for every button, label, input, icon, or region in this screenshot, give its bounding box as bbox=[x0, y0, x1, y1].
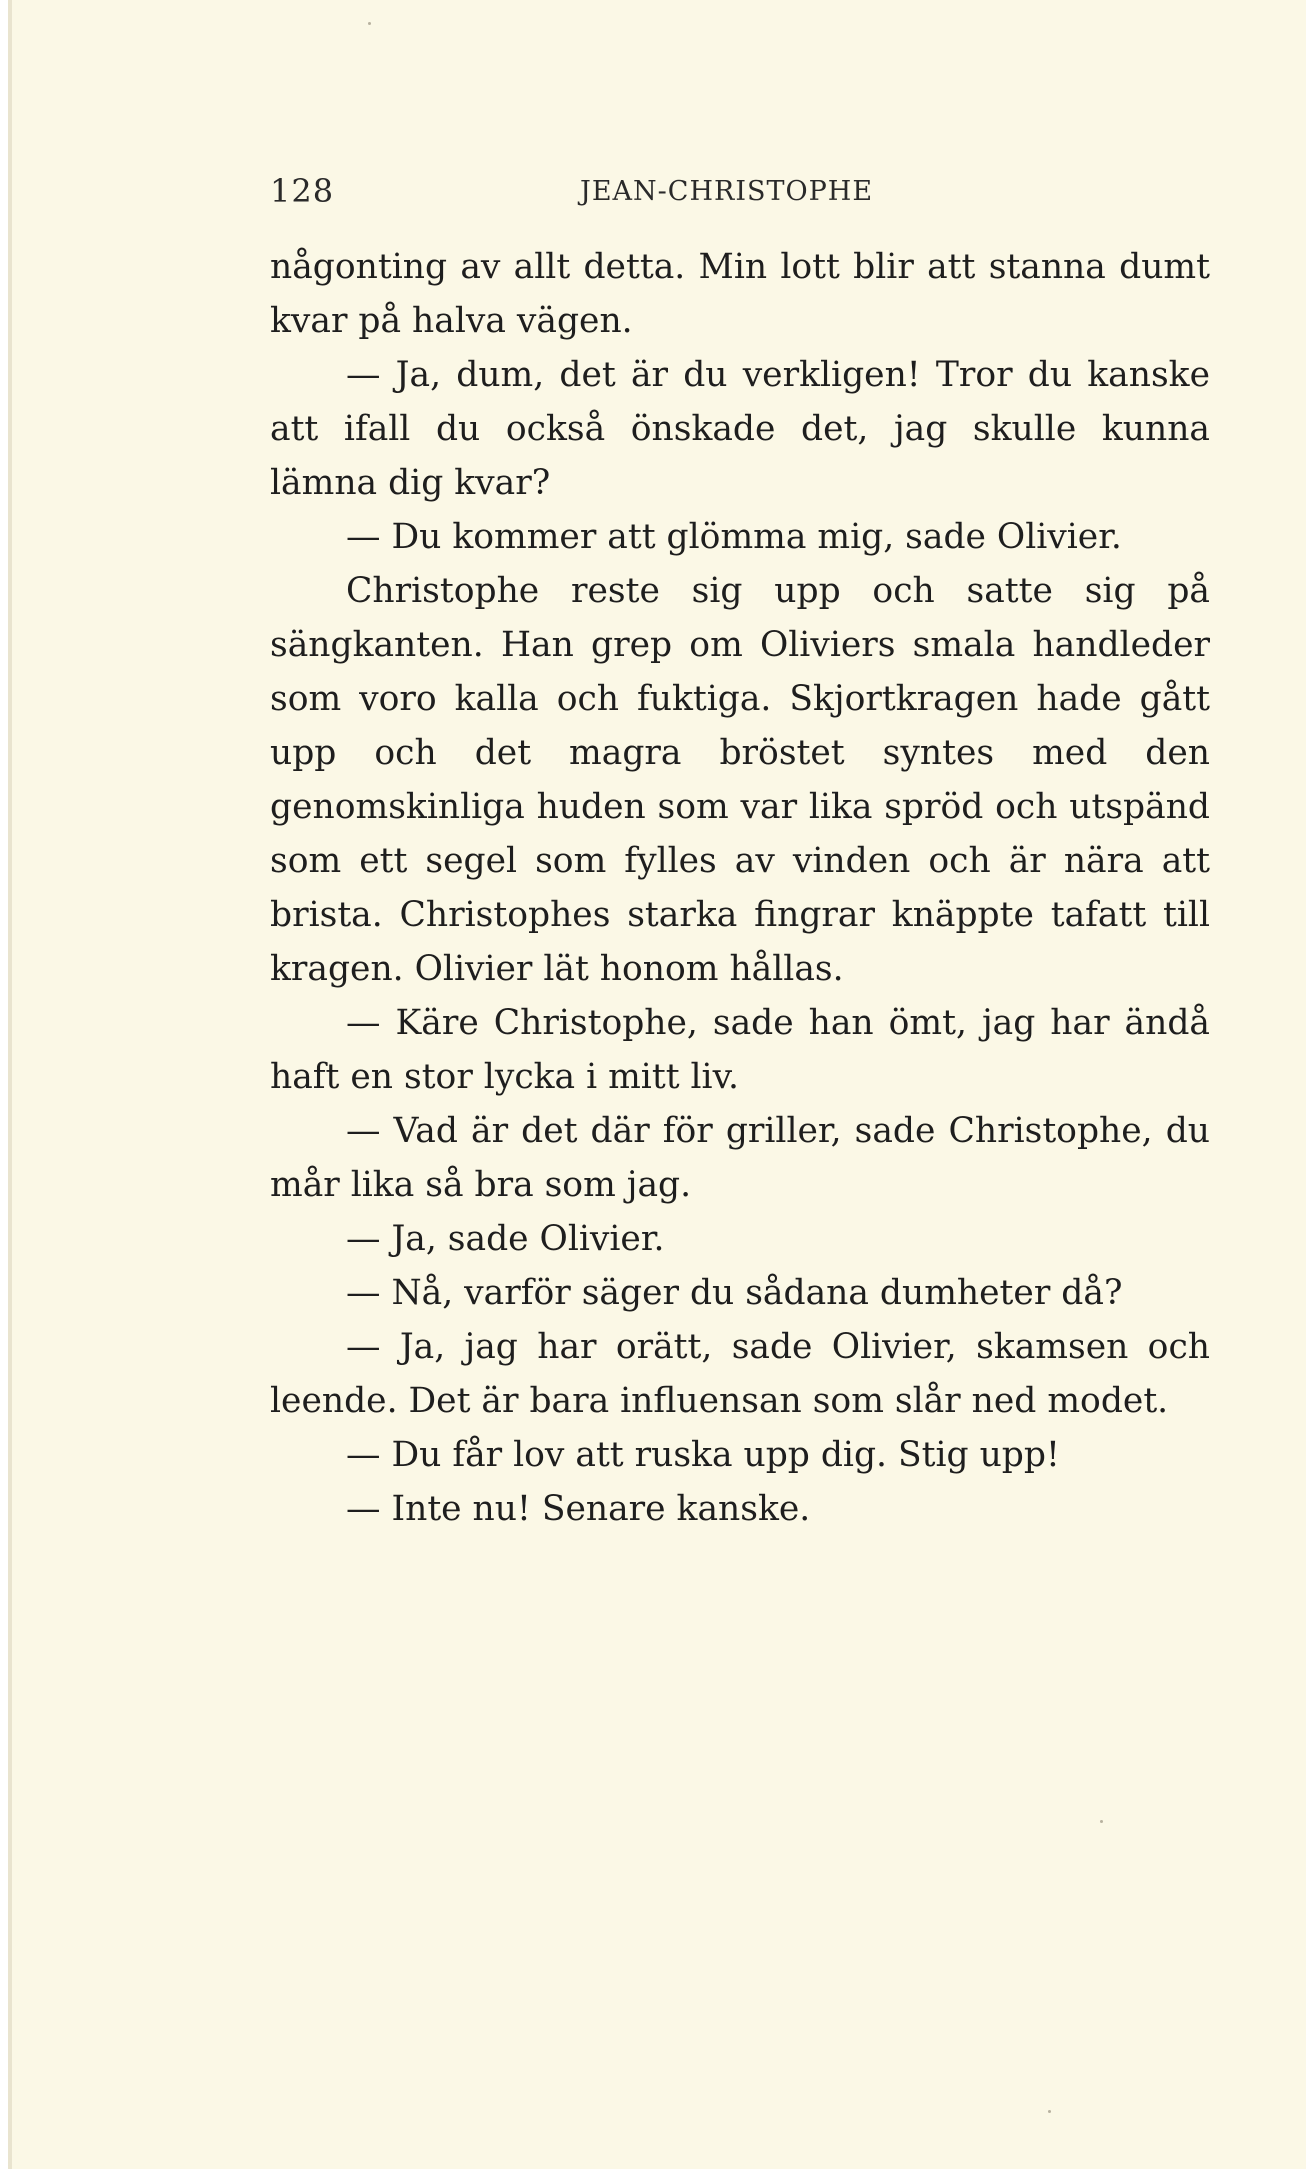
page-number: 128 bbox=[270, 172, 335, 210]
body-text bbox=[270, 240, 1210, 1536]
dialogue-paragraph: — Du kommer att glömma mig, sade Olivier. bbox=[346, 517, 1122, 557]
narrative-paragraph: Christophe reste sig upp och satte sig på sängkanten. Han grep om Oliviers smala handleder som voro kalla och fuktiga. Skjortkragen hade gått upp och det magra bröstet syntes med den genomskinliga huden som var lika spröd och utspänd som ett segel som fylles av vinden och är nära att brista. Christophes starka fingrar knäppte tafatt till kragen. Olivier lät honom hållas. bbox=[270, 571, 1210, 989]
dialogue-paragraph: — Ja, jag har orätt, sade Olivier, skamsen och leende. Det är bara influensan som slår ned modet. bbox=[270, 1327, 1210, 1421]
paper-speck bbox=[368, 22, 371, 25]
book-page bbox=[8, 0, 1306, 2169]
paper-speck bbox=[1100, 1820, 1103, 1823]
paragraph-continuation: någonting av allt detta. Min lott blir att stanna dumt kvar på halva vägen. bbox=[270, 247, 1210, 341]
dialogue-paragraph: — Du får lov att ruska upp dig. Stig upp! bbox=[346, 1435, 1060, 1475]
dialogue-paragraph: — Ja, dum, det är du verkligen! Tror du kanske att ifall du också önskade det, jag skulle kunna lämna dig kvar? bbox=[270, 355, 1210, 503]
dialogue-paragraph: — Ja, sade Olivier. bbox=[346, 1219, 665, 1259]
dialogue-paragraph: — Nå, varför säger du sådana dumheter då? bbox=[346, 1273, 1123, 1313]
page-header bbox=[270, 172, 1210, 222]
paper-speck bbox=[1048, 2110, 1051, 2113]
dialogue-paragraph: — Käre Christophe, sade han ömt, jag har ändå haft en stor lycka i mitt liv. bbox=[270, 1003, 1210, 1097]
running-title: JEAN-CHRISTOPHE bbox=[580, 176, 874, 207]
dialogue-paragraph: — Inte nu! Senare kanske. bbox=[346, 1489, 811, 1529]
dialogue-paragraph: — Vad är det där för griller, sade Christophe, du mår lika så bra som jag. bbox=[270, 1111, 1210, 1205]
page-spine-edge bbox=[8, 0, 12, 2169]
